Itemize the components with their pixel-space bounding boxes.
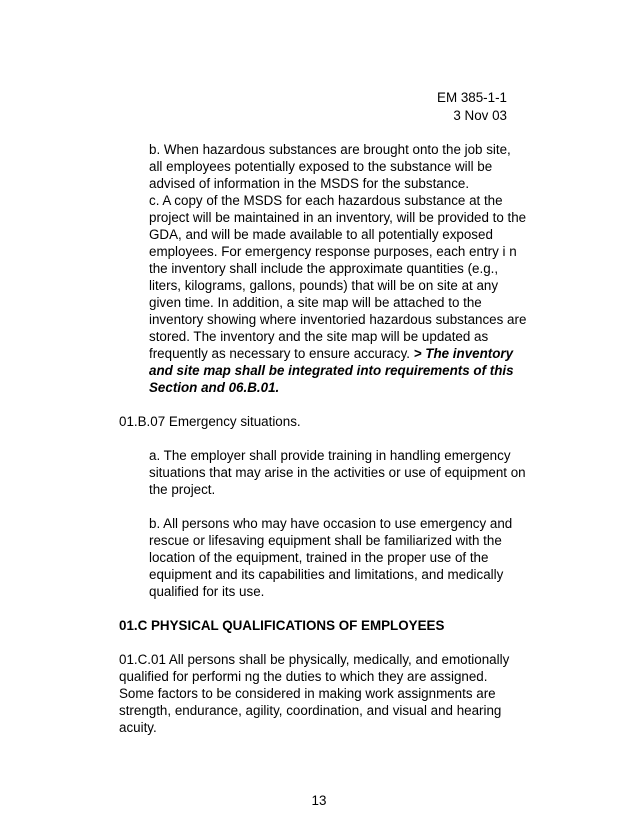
text-line: situations that may arise in the activities or use of equipment on: [149, 465, 526, 480]
section-heading-01c: 01.C PHYSICAL QUALIFICATIONS OF EMPLOYEES: [119, 618, 445, 633]
document-id: EM 385-1-1: [437, 90, 507, 105]
text-line: project will be maintained in an inventory, will be provided to the: [149, 210, 527, 225]
text-line: a. The employer shall provide training in handling emergency: [149, 448, 511, 463]
text-line: Some factors to be considered in making work assignments are: [119, 686, 496, 701]
text-line: equipment and its capabilities and limitations, and medically: [149, 567, 504, 582]
text-line: qualified for its use.: [149, 584, 265, 599]
text-line: strength, endurance, agility, coordination, and visual and hearing: [119, 703, 502, 718]
text-line: rescue or lifesaving equipment shall be familiarized with the: [149, 533, 502, 548]
text-line: advised of information in the MSDS for the substance.: [149, 176, 470, 191]
text-line: inventory showing where inventoried hazardous substances are: [149, 312, 527, 327]
text-line: 01.C.01 All persons shall be physically, medically, and emotionally: [119, 652, 510, 667]
text-line: c. A copy of the MSDS for each hazardous substance at the: [149, 193, 503, 208]
emphasis-text: and site map shall be integrated into requirements of this: [149, 363, 514, 378]
text-line: [149, 345, 513, 362]
text-line: stored. The inventory and the site map will be updated as: [149, 329, 489, 344]
text-line: the project.: [149, 482, 216, 497]
text-line: employees. For emergency response purposes, each entry i n: [149, 244, 517, 259]
text-line: qualified for performi ng the duties to which they are assigned.: [119, 669, 488, 684]
document-date: 3 Nov 03: [453, 108, 507, 123]
text-line: the inventory shall include the approximate quantities (e.g.,: [149, 261, 499, 276]
text-line: GDA, and will be made available to all potentially exposed: [149, 227, 493, 242]
text-line: all employees potentially exposed to the substance will be: [149, 159, 493, 174]
emphasis-text: Section and 06.B.01.: [149, 380, 280, 395]
text-line: given time. In addition, a site map will be attached to the: [149, 295, 482, 310]
page-number: 13: [311, 793, 327, 808]
text-line: acuity.: [119, 720, 157, 735]
emphasis-text: > The inventory: [413, 346, 514, 361]
text-line: b. All persons who may have occasion to use emergency and: [149, 516, 513, 531]
text-line: b. When hazardous substances are brought onto the job site,: [149, 142, 511, 157]
text-line: location of the equipment, trained in the proper use of the: [149, 550, 489, 565]
text-line: liters, kilograms, gallons, pounds) that will be on site at any: [149, 278, 499, 293]
section-heading-01b07: 01.B.07 Emergency situations.: [119, 414, 301, 429]
text-line-plain: frequently as necessary to ensure accuracy.: [149, 346, 414, 361]
